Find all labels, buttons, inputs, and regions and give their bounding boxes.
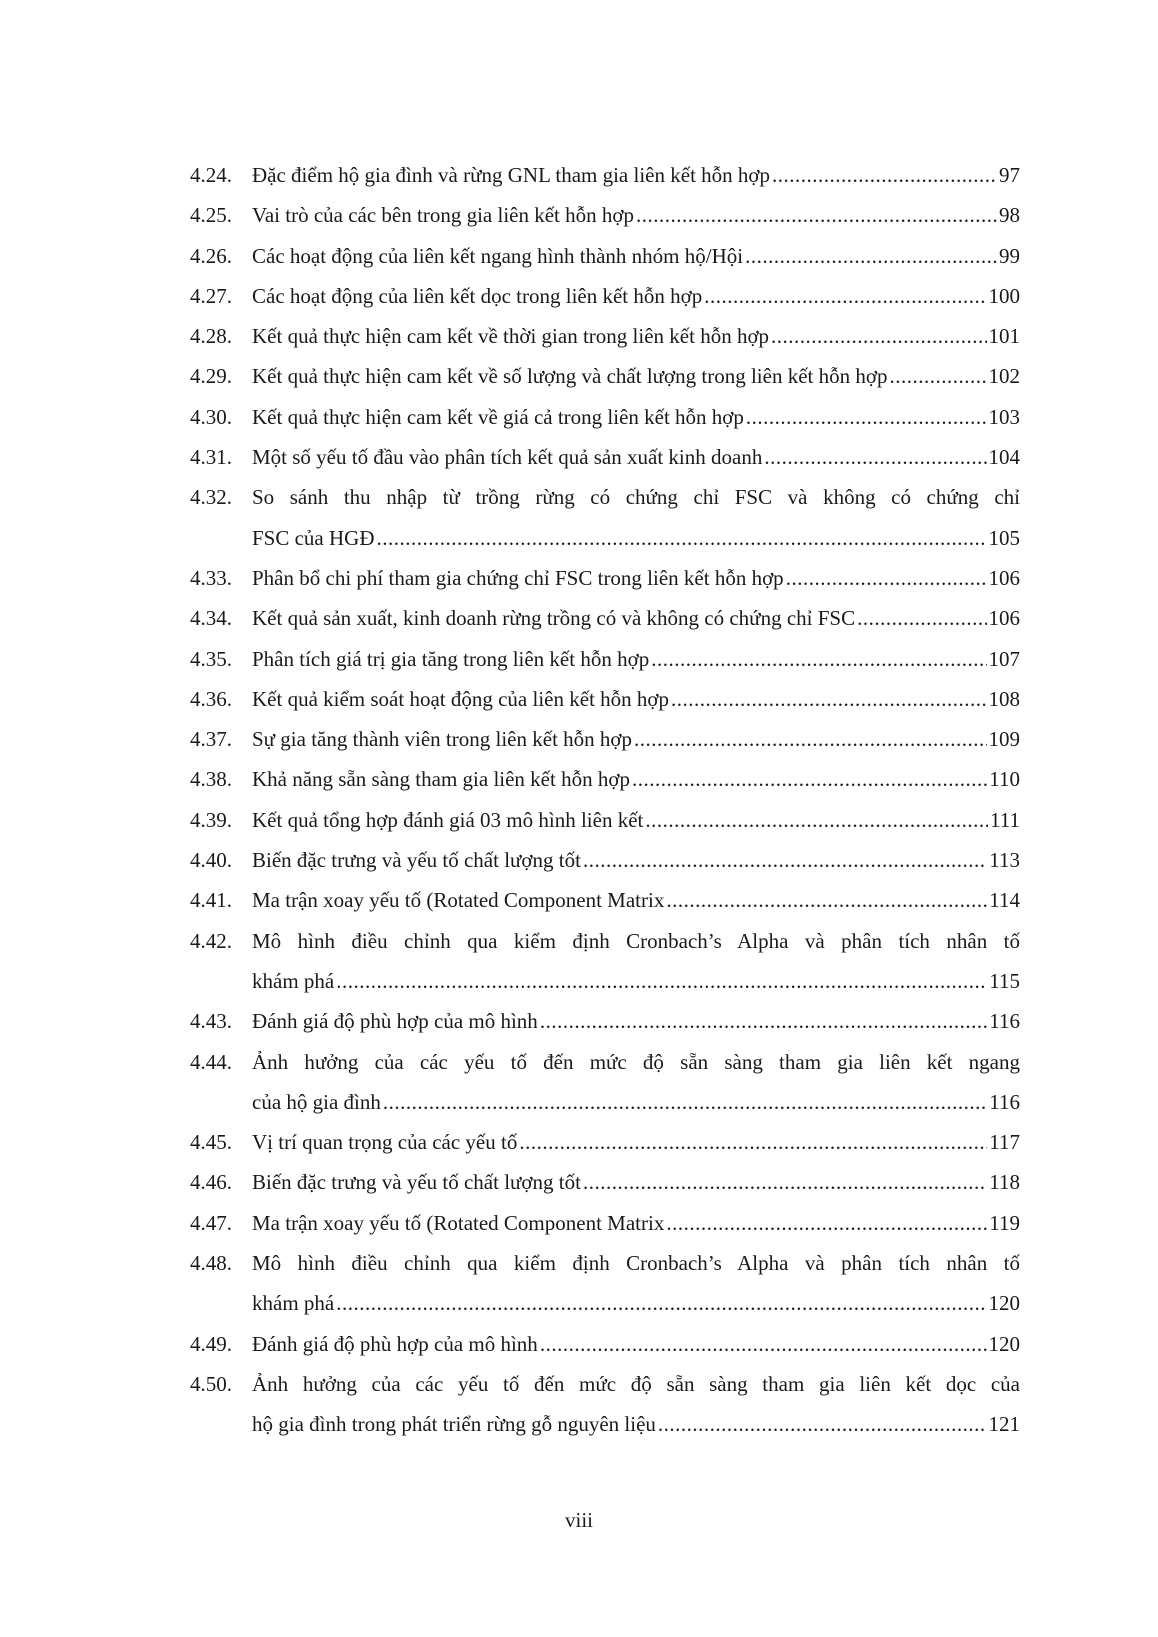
dot-leader: [634, 719, 986, 759]
toc-entry-page: 114: [989, 888, 1020, 913]
toc-entry-number: 4.34.: [190, 606, 232, 631]
toc-entry[interactable]: [190, 639, 1020, 679]
toc-entry-page: 107: [988, 646, 1020, 671]
toc-entry-title: Sự gia tăng thành viên trong liên kết hỗn hợp: [252, 727, 633, 752]
toc-entry[interactable]: [190, 276, 1020, 316]
toc-entry[interactable]: [190, 1042, 1020, 1123]
dot-leader: [336, 1283, 986, 1323]
toc-entry-page: 119: [989, 1210, 1020, 1235]
toc-entry[interactable]: [190, 477, 1020, 558]
dot-leader: [786, 558, 987, 598]
toc-entry[interactable]: [190, 719, 1020, 759]
toc-entry-title: Khả năng sẵn sàng tham gia liên kết hỗn hợp: [252, 767, 630, 792]
toc-entry-page: 97: [999, 163, 1020, 187]
toc-entry-title: Phân tích giá trị gia tăng trong liên kết hỗn hợp: [252, 646, 650, 671]
toc-entry-title: Các hoạt động của liên kết ngang hình thành nhóm hộ/Hội: [252, 243, 744, 268]
toc-entry-number: 4.29.: [190, 364, 232, 389]
toc-entry-title: FSC của HGĐ: [252, 525, 375, 550]
toc-entry-title: Các hoạt động của liên kết dọc trong liên kết hỗn hợp: [252, 283, 703, 308]
table-of-contents: [190, 155, 1020, 1445]
dot-leader: [772, 155, 997, 195]
toc-entry-number: 4.38.: [190, 767, 232, 792]
dot-leader: [666, 1203, 987, 1243]
toc-entry-number: 4.32.: [190, 485, 232, 510]
toc-entry[interactable]: [190, 1122, 1020, 1162]
toc-entry[interactable]: [190, 1243, 1020, 1324]
dot-leader: [383, 1082, 987, 1122]
toc-entry-number: 4.48.: [190, 1251, 232, 1276]
toc-entry[interactable]: [190, 356, 1020, 396]
toc-entry-title: Kết quả tổng hợp đánh giá 03 mô hình liên kết: [252, 807, 644, 832]
toc-entry-title: Vị trí quan trọng của các yếu tố: [252, 1130, 518, 1155]
toc-entry-page: 98: [999, 203, 1020, 228]
toc-entry-number: 4.40.: [190, 848, 232, 873]
toc-entry-number: 4.44.: [190, 1049, 232, 1074]
toc-entry-title: Ảnh hưởng của các yếu tố đến mức độ sẵn sàng tham gia liên kết dọc của: [252, 1371, 1020, 1396]
dot-leader: [746, 397, 987, 437]
toc-entry-number: 4.25.: [190, 203, 232, 228]
toc-entry-title: của hộ gia đình: [252, 1089, 381, 1114]
toc-entry-title: Kết quả kiểm soát hoạt động của liên kết hỗn hợp: [252, 686, 670, 711]
toc-entry-page: 117: [989, 1130, 1020, 1155]
toc-entry-title: Đặc điểm hộ gia đình và rừng GNL tham gia liên kết hỗn hợp: [252, 163, 771, 187]
toc-entry-title: Một số yếu tố đầu vào phân tích kết quả sản xuất kinh doanh: [252, 445, 763, 470]
dot-leader: [632, 759, 987, 799]
dot-leader: [651, 639, 986, 679]
toc-entry-number: 4.27.: [190, 283, 232, 308]
toc-entry[interactable]: [190, 1203, 1020, 1243]
toc-entry[interactable]: [190, 921, 1020, 1002]
dot-leader: [764, 437, 986, 477]
toc-entry-page: 111: [990, 807, 1020, 832]
toc-entry-title: Ma trận xoay yếu tố (Rotated Component Matrix: [252, 888, 665, 913]
dot-leader: [540, 1324, 987, 1364]
toc-entry-number: 4.24.: [190, 163, 232, 187]
toc-entry-number: 4.30.: [190, 404, 232, 429]
toc-entry-number: 4.26.: [190, 243, 232, 268]
toc-entry[interactable]: [190, 759, 1020, 799]
toc-entry-page: 105: [988, 525, 1020, 550]
toc-entry[interactable]: [190, 1324, 1020, 1364]
toc-entry-title: Kết quả thực hiện cam kết về giá cả trong liên kết hỗn hợp: [252, 404, 744, 429]
toc-entry[interactable]: [190, 558, 1020, 598]
toc-entry[interactable]: [190, 316, 1020, 356]
toc-entry-page: 106: [988, 565, 1020, 590]
toc-entry[interactable]: [190, 1364, 1020, 1445]
toc-entry-page: 102: [988, 364, 1020, 389]
toc-entry-number: 4.47.: [190, 1210, 232, 1235]
toc-entry-title: Kết quả sản xuất, kinh doanh rừng trồng có và không có chứng chỉ FSC: [252, 606, 856, 631]
toc-entry-page: 104: [988, 445, 1020, 470]
toc-entry[interactable]: [190, 1001, 1020, 1041]
dot-leader: [857, 598, 986, 638]
toc-entry-number: 4.31.: [190, 445, 232, 470]
toc-entry[interactable]: [190, 397, 1020, 437]
dot-leader: [658, 1404, 987, 1444]
toc-entry-title: Vai trò của các bên trong gia liên kết hỗn hợp: [252, 203, 634, 228]
toc-entry-title: Phân bổ chi phí tham gia chứng chỉ FSC trong liên kết hỗn hợp: [252, 565, 784, 590]
toc-entry-title: So sánh thu nhập từ trồng rừng có chứng chỉ FSC và không có chứng chỉ: [252, 485, 1020, 510]
dot-leader: [583, 840, 987, 880]
dot-leader: [540, 1001, 987, 1041]
toc-entry-title: Ma trận xoay yếu tố (Rotated Component Matrix: [252, 1210, 665, 1235]
toc-entry-page: 100: [988, 283, 1020, 308]
toc-entry[interactable]: [190, 155, 1020, 195]
toc-entry-title: khám phá: [252, 1291, 335, 1316]
dot-leader: [771, 316, 986, 356]
toc-entry-title: Biến đặc trưng và yếu tố chất lượng tốt: [252, 848, 581, 873]
toc-entry-page: 110: [989, 767, 1020, 792]
dot-leader: [889, 356, 986, 396]
dot-leader: [745, 236, 997, 276]
toc-entry-title: khám phá: [252, 968, 335, 993]
toc-entry-page: 120: [988, 1331, 1020, 1356]
toc-entry-number: 4.36.: [190, 686, 232, 711]
toc-entry[interactable]: [190, 236, 1020, 276]
toc-entry-title: Mô hình điều chỉnh qua kiểm định Cronbach’s Alpha và phân tích nhân tố: [252, 928, 1020, 953]
toc-entry-number: 4.50.: [190, 1371, 232, 1396]
toc-entry-page: 109: [988, 727, 1020, 752]
toc-entry[interactable]: [190, 880, 1020, 920]
toc-entry-title: Đánh giá độ phù hợp của mô hình: [252, 1009, 538, 1034]
dot-leader: [519, 1122, 987, 1162]
toc-entry-title: Mô hình điều chỉnh qua kiểm định Cronbach’s Alpha và phân tích nhân tố: [252, 1251, 1020, 1276]
toc-entry-title: Biến đặc trưng và yếu tố chất lượng tốt: [252, 1170, 581, 1195]
toc-entry-page: 118: [989, 1170, 1020, 1195]
toc-entry-number: 4.41.: [190, 888, 232, 913]
toc-entry[interactable]: [190, 195, 1020, 235]
dot-leader: [636, 195, 997, 235]
toc-entry-number: 4.49.: [190, 1331, 232, 1356]
dot-leader: [666, 880, 987, 920]
dot-leader: [583, 1162, 987, 1202]
toc-entry[interactable]: [190, 437, 1020, 477]
toc-entry-title: Đánh giá độ phù hợp của mô hình: [252, 1331, 538, 1356]
toc-entry-number: 4.46.: [190, 1170, 232, 1195]
toc-entry-page: 113: [989, 848, 1020, 873]
toc-entry-number: 4.37.: [190, 727, 232, 752]
toc-entry-number: 4.42.: [190, 928, 232, 953]
toc-entry-number: 4.35.: [190, 646, 232, 671]
dot-leader: [377, 518, 987, 558]
toc-entry-page: 103: [988, 404, 1020, 429]
toc-entry[interactable]: [190, 800, 1020, 840]
toc-entry[interactable]: [190, 598, 1020, 638]
toc-entry-page: 108: [988, 686, 1020, 711]
dot-leader: [704, 276, 986, 316]
toc-entry-page: 101: [988, 324, 1020, 349]
dot-leader: [645, 800, 988, 840]
toc-entry[interactable]: [190, 1162, 1020, 1202]
toc-entry-title: Ảnh hưởng của các yếu tố đến mức độ sẵn sàng tham gia liên kết ngang: [252, 1049, 1020, 1074]
toc-entry-title: Kết quả thực hiện cam kết về số lượng và chất lượng trong liên kết hỗn hợp: [252, 364, 888, 389]
page-number: viii: [564, 1508, 593, 1532]
toc-entry-title: hộ gia đình trong phát triển rừng gỗ nguyên liệu: [252, 1412, 656, 1437]
toc-entry-number: 4.33.: [190, 565, 232, 590]
dot-leader: [336, 961, 987, 1001]
toc-entry-page: 115: [989, 968, 1020, 993]
toc-entry-number: 4.39.: [190, 807, 232, 832]
toc-entry-page: 106: [988, 606, 1020, 631]
toc-entry[interactable]: [190, 679, 1020, 719]
toc-entry-page: 99: [999, 243, 1020, 268]
dot-leader: [671, 679, 986, 719]
toc-entry-title: Kết quả thực hiện cam kết về thời gian trong liên kết hỗn hợp: [252, 324, 770, 349]
toc-entry-page: 121: [988, 1412, 1020, 1437]
toc-entry-number: 4.43.: [190, 1009, 232, 1034]
toc-entry[interactable]: [190, 840, 1020, 880]
toc-entry-number: 4.28.: [190, 324, 232, 349]
toc-entry-number: 4.45.: [190, 1130, 232, 1155]
toc-entry-page: 116: [989, 1089, 1020, 1114]
toc-entry-page: 120: [988, 1291, 1020, 1316]
toc-entry-page: 116: [989, 1009, 1020, 1034]
